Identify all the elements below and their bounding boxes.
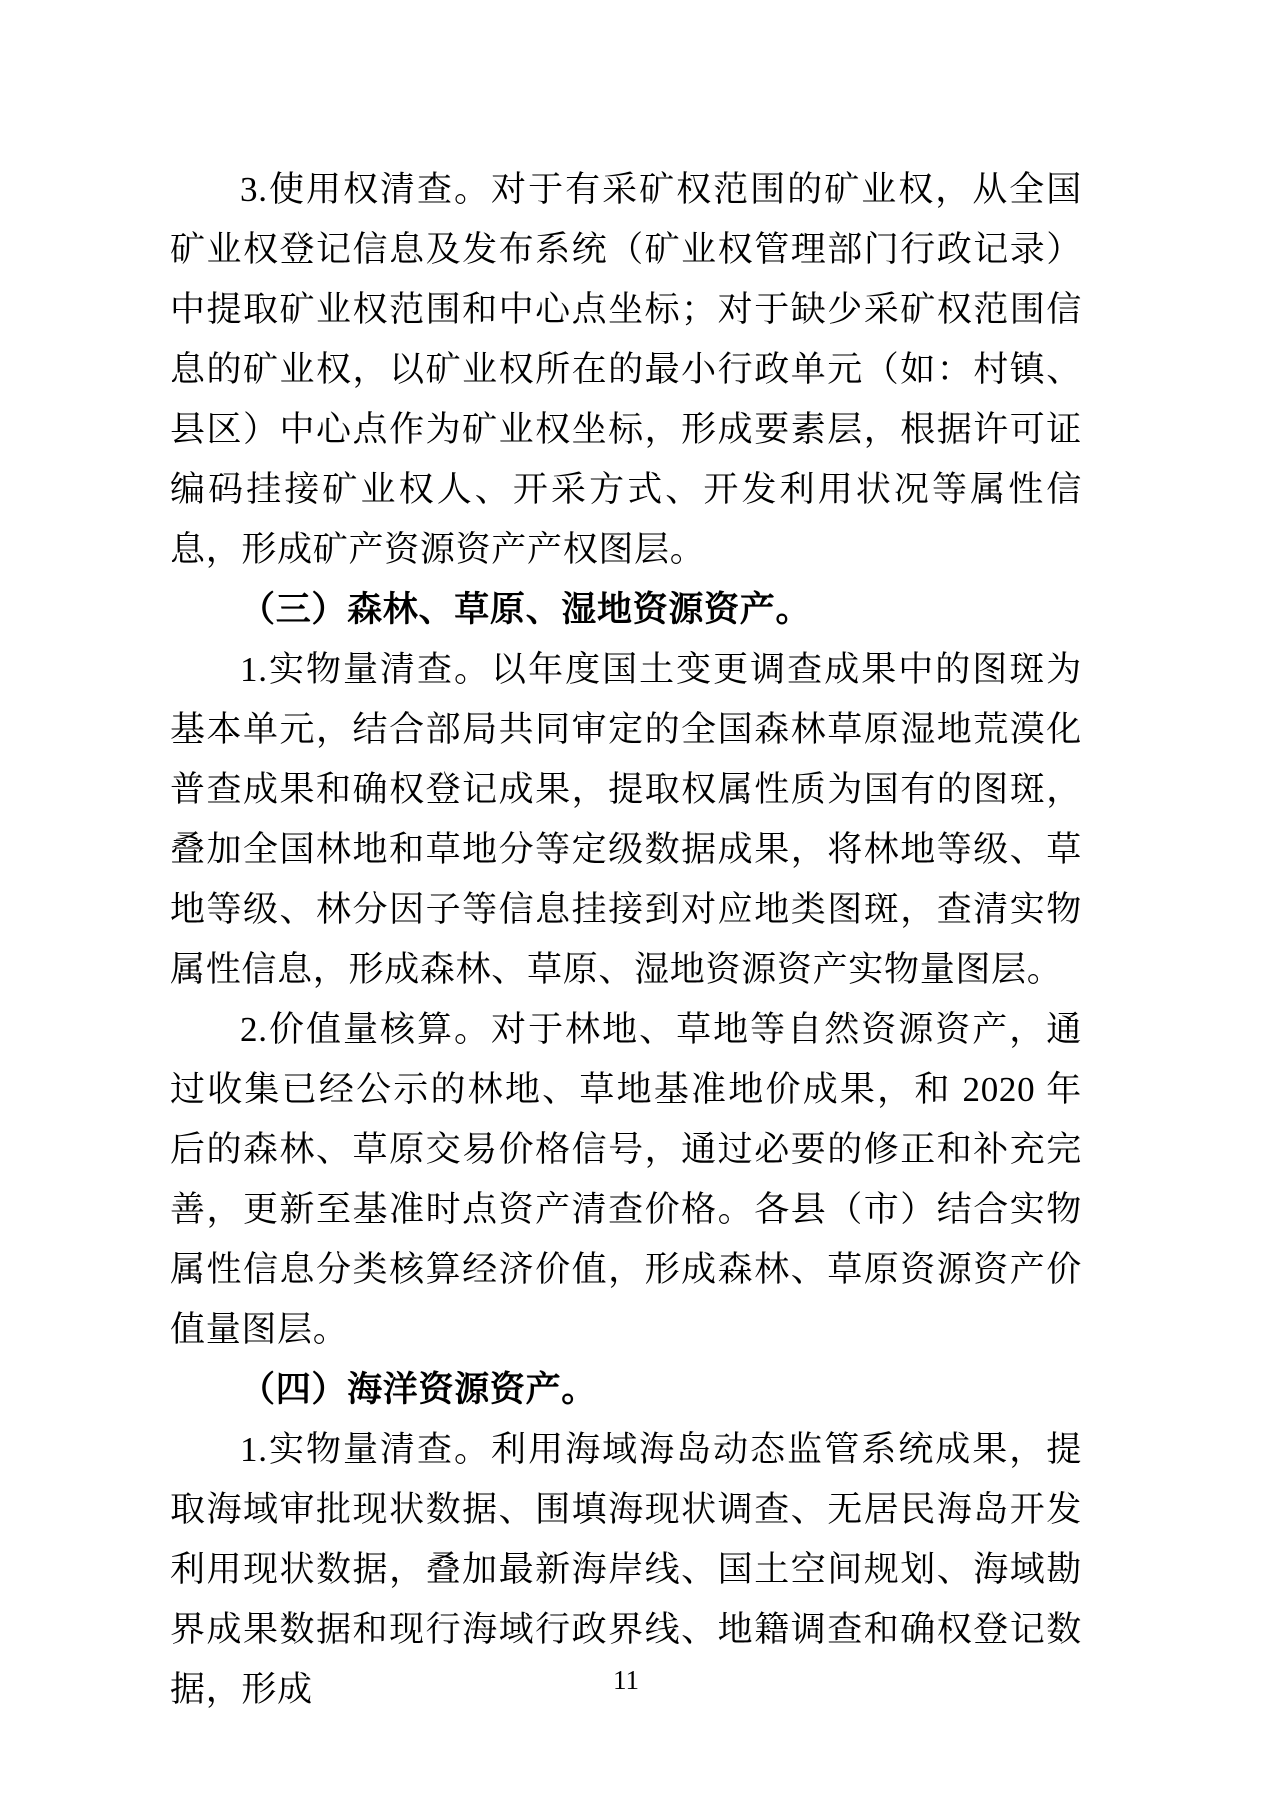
page-number: 11 (613, 1665, 639, 1695)
page-content (170, 160, 1082, 1720)
section-heading-forest-grassland-wetland-assets: （三）森林、草原、湿地资源资产。 (240, 590, 812, 629)
paragraph-marine-physical-inventory: 1.实物量清查。利用海域海岛动态监管系统成果，提取海域审批现状数据、围填海现状调查、无居民海岛开发利用现状数据，叠加最新海岸线、国土空间规划、海域勘界成果数据和现行海域行政界线、地籍调查和确权登记数据，形成 (170, 1430, 1082, 1709)
section-heading-marine-resource-assets: （四）海洋资源资产。 (240, 1370, 598, 1409)
paragraph-forest-physical-inventory: 1.实物量清查。以年度国土变更调查成果中的图斑为基本单元，结合部局共同审定的全国森林草原湿地荒漠化普查成果和确权登记成果，提取权属性质为国有的图斑，叠加全国林地和草地分等定级数据成果，将林地等级、草地等级、林分因子等信息挂接到对应地类图斑，查清实物属性信息，形成森林、草原、湿地资源资产实物量图层。 (170, 650, 1082, 989)
paragraph-mining-usage-rights-inventory: 3.使用权清查。对于有采矿权范围的矿业权，从全国矿业权登记信息及发布系统（矿业权管理部门行政记录）中提取矿业权范围和中心点坐标；对于缺少采矿权范围信息的矿业权，以矿业权所在的最小行政单元（如：村镇、县区）中心点作为矿业权坐标，形成要素层，根据许可证编码挂接矿业权人、开采方式、开发利用状况等属性信息，形成矿产资源资产产权图层。 (170, 170, 1082, 569)
paragraph-forest-value-accounting: 2.价值量核算。对于林地、草地等自然资源资产，通过收集已经公示的林地、草地基准地价成果，和 2020 年后的森林、草原交易价格信号，通过必要的修正和补充完善，更新至基准时点资产清查价格。各县（市）结合实物属性信息分类核算经济价值，形成森林、草原资源资产价值量图层。 (170, 1010, 1082, 1349)
